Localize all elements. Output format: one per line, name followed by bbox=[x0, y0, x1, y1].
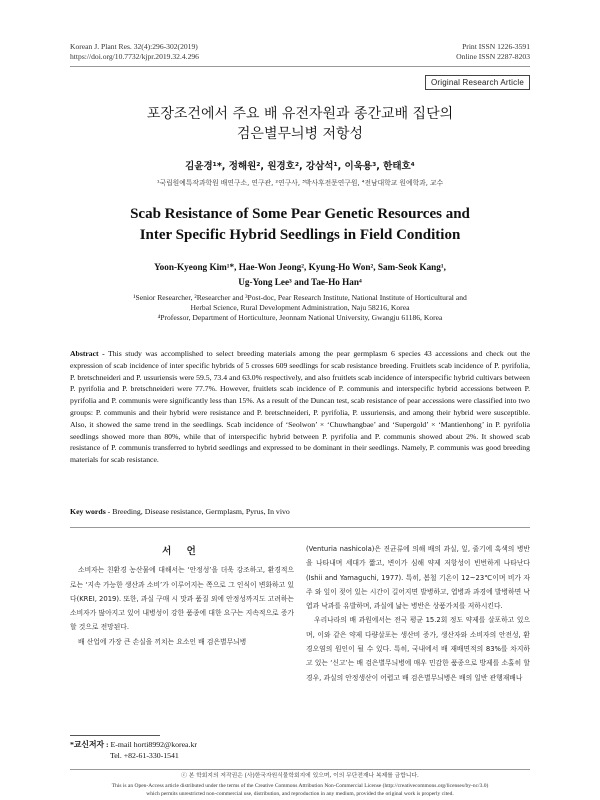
footer-rule bbox=[70, 769, 530, 770]
journal-header bbox=[70, 42, 199, 62]
english-affil-line1: ¹Senior Researcher, ²Researcher and ³Post-doc, Pear Research Institute, National Institute of Horticultural and bbox=[133, 293, 467, 302]
korean-title-line1: 포장조건에서 주요 배 유전자원과 종간교배 집단의 bbox=[146, 106, 454, 122]
journal-citation: Korean J. Plant Res. 32(4):296-302(2019) bbox=[70, 42, 198, 51]
english-title-line1: Scab Resistance of Some Pear Genetic Resources and bbox=[130, 206, 470, 222]
english-title bbox=[60, 204, 540, 246]
correspondence-label: *교신저자 : bbox=[70, 740, 109, 749]
correspondence-email[interactable]: E-mail horti8992@korea.kr bbox=[108, 740, 197, 749]
copyright-notice: ⓒ 본 학회지의 저작권은 (사)한국자원식물학회지에 있으며, 이의 무단전재나 복제를 금합니다. bbox=[181, 773, 419, 779]
online-issn: Online ISSN 2287-8203 bbox=[456, 52, 530, 61]
keywords-rule bbox=[70, 527, 530, 528]
korean-affiliation: ¹국립원예특작과학원 배연구소, 연구관, ²연구사, ³박사후전문연구원, ⁴전남대학교 원예학과, 교수 bbox=[156, 179, 444, 187]
issn-header bbox=[456, 42, 530, 62]
correspondence-rule bbox=[70, 735, 160, 736]
intro-paragraph-2: 배 산업에 가장 큰 손실을 끼치는 요소인 배 검은별무늬병 bbox=[78, 637, 247, 646]
abstract-label: Abstract - bbox=[70, 349, 105, 358]
korean-title-line2: 검은별무늬병 저항성 bbox=[236, 126, 364, 142]
header-rule bbox=[70, 66, 530, 67]
korean-title bbox=[60, 104, 540, 144]
intro-right-column bbox=[306, 542, 530, 685]
abstract bbox=[70, 348, 530, 466]
intro-paragraph-3: (Venturia nashicola)은 진균류에 의해 배의 과실, 잎, 줄기에 흑색의 병반을 나타내며 세대가 짧고, 변이가 심해 약제 저항성이 빈번하게 나타난다(Ishii and Yamaguchi, 1977). 특히, 봄철 기온이 12~23℃이며 비가 자주 와 잎이 젖어 있는 시간이 길어지면 발병하고, 엽병과 과경에 발병하면 낙엽과 낙과를 유발하며, 과실에 낢는 병반은 상품가치를 저하시킨다. bbox=[306, 545, 530, 611]
keywords bbox=[70, 507, 530, 516]
doi-link[interactable]: https://doi.org/10.7732/kjpr.2019.32.4.296 bbox=[70, 52, 199, 61]
print-issn: Print ISSN 1226-3591 bbox=[462, 42, 530, 51]
english-authors-line2: Ug-Yong Lee³ and Tae-Ho Han⁴ bbox=[238, 277, 362, 287]
intro-paragraph-4: 우리나라의 배 과원에서는 전국 평균 15.2회 정도 약제를 살포하고 있으며, 이와 같은 약제 다량살포는 생산비 증가, 생산자와 소비자의 안전성, 환경오염의 원인이 될 수 있다. 특히, 국내에서 배 재배면적의 83%를 차지하고 있는 ‘신고’는 배 검은별무늬병에 매우 민감한 품종으로 방제를 소홀히 할 경우, 과실의 안정생산이 어렵고 배 검은별무늬병은 배의 일반 관행재배나 bbox=[306, 616, 530, 682]
license-line1: This is an Open-Access article distributed under the terms of the Creative Commons Attribution Non-Commercial License (http://creativecommons.org/licenses/by-nc/3.0) bbox=[111, 783, 489, 789]
english-affil-line3: ⁴Professor, Department of Horticulture, Jeonnam National University, Gwangju 61186, Korea bbox=[157, 313, 443, 322]
keywords-label: Key words bbox=[70, 507, 106, 516]
license-line2: which permits unrestricted non-commercial use, distribution, and reproduction in any medium, provided the original work is properly cited. bbox=[146, 790, 454, 797]
intro-left-column bbox=[70, 545, 294, 649]
abstract-text: This study was accomplished to select breeding materials among the pear germplasm 6 species 43 accessions and check out the expression of scab incidence of inter specific hybrids of 5 crosses 609 seedlings for scab resistance breeding. Fruitlets scab incidence of P. pyrifolia, P. bretschneideri and P. ussuriensis were 59.5, 73.4 and 63.0% respectively, and also fruitlets scab incidence of interspecific hybrid cultivars between P. pyrifolia and P. bretschneideri were 77.7%. However, fruitlets scab incidence of P. communis and interspecific hybrid accessions between P. pyrifolia and P. communis were significantly less than 15%. As a result of the Duncan test, scab resistance of pear accessions were classified into two groups: P. communis and their hybrid were resistance and P. bretschneideri, P. pyrifolia, P. ussuriensis, and among their hybrid were susceptible. Also, it showed the same trend in the seedlings. Scab incidence of ‘Seolwon’ × ‘Chuwhangbae’ and ‘Supergold’ × ‘Mantienhong’ in P. pyrifolia seedlings showed more than 80%, while that of interspecific hybrid between P. pyrifolia and P. communis showed about 2%. It showed scab resistance of P. communis transferred to hybrid seedlings and expressed to be dominant in their seedlings. Namely, P. communis was good breeding materials for scab resistance. bbox=[70, 349, 530, 465]
correspondence bbox=[70, 739, 197, 761]
english-authors bbox=[60, 260, 540, 290]
english-title-line2: Inter Specific Hybrid Seedlings in Field Condition bbox=[139, 227, 461, 243]
article-type-badge: Original Research Article bbox=[425, 75, 530, 90]
intro-paragraph-1: 소비자는 친환경 농산물에 대해서는 ‘안정성’을 더욱 강조하고, 환경적으로는 ‘지속 가능한 생산과 소비’가 이루어지는 쪽으로 그 인식이 변화하고 있다(KREI, 2019). 또한, 과실 구매 시 맛과 품질 외에 안정성까지도 고려하는 소비자가 많아지고 있어 내병성이 강한 품종에 대한 요구는 지속적으로 증가할 것으로 전망된다. bbox=[70, 566, 294, 632]
license-notice bbox=[60, 783, 540, 798]
korean-authors: 김윤경¹*, 정해원², 원경호², 강삼석¹, 이욱용³, 한태호⁴ bbox=[185, 161, 415, 172]
correspondence-tel: Tel. +82-61-330-1541 bbox=[110, 751, 179, 760]
keywords-text: - Breeding, Disease resistance, Germplasm, Pyrus, In vivo bbox=[105, 507, 290, 516]
english-authors-line1: Yoon-Kyeong Kim¹*, Hae-Won Jeong², Kyung-Ho Won², Sam-Seok Kang¹, bbox=[154, 262, 446, 272]
english-affiliation bbox=[60, 293, 540, 323]
intro-section-title: 서 언 bbox=[162, 546, 202, 557]
english-affil-line2: Herbal Science, Rural Development Administration, Naju 58216, Korea bbox=[190, 303, 410, 312]
